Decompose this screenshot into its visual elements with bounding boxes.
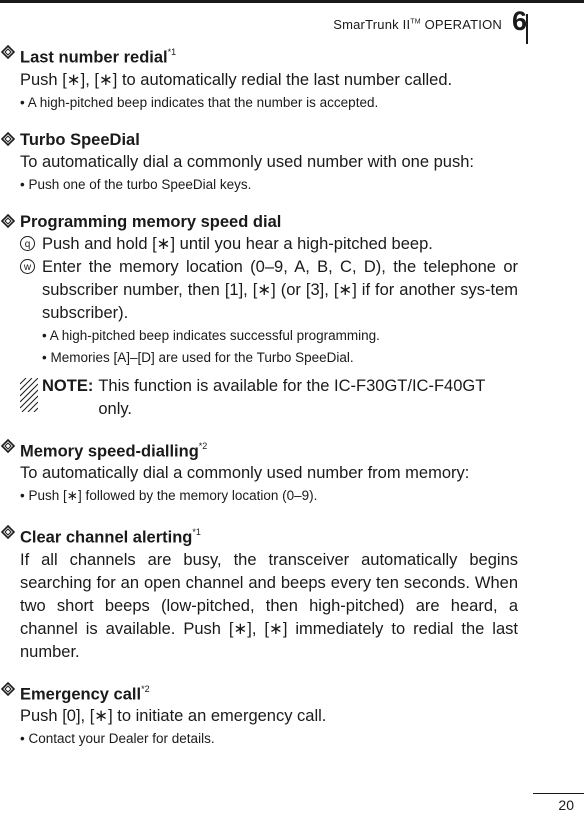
body-text: ] to automatically redial the last number called.	[112, 70, 453, 89]
diamond-bullet-icon	[1, 525, 15, 539]
step-number-icon: w	[20, 259, 35, 274]
bullet-note: • Push [∗] followed by the memory location (0–9).	[20, 488, 318, 503]
header-title: SmarTrunk II	[333, 17, 411, 32]
section-body: If all channels are busy, the transceiver automatically begins searching for an open channel and beeps every ten seconds. When two short beeps (low-pitched, then high-pitched) are heard, a channel is available. Push [∗], [∗] immediately to redial the last number.	[20, 550, 518, 661]
step-text: Enter the memory location (0–9, A, B, C, D), the telephone or subscriber number, then [1], [∗] (or [3], [∗] if for another sys-tem subscriber).	[42, 257, 518, 322]
diamond-bullet-icon	[1, 439, 15, 453]
heading-text: Clear channel alerting	[20, 528, 193, 547]
step-2	[20, 256, 518, 325]
note-text: This function is available for the IC-F30GT/IC-F40GT only.	[98, 376, 486, 418]
section-body	[20, 69, 518, 92]
footnote-mark: *2	[141, 683, 150, 694]
section-heading: Turbo SpeeDial	[20, 130, 140, 149]
section-emergency-call	[0, 679, 518, 751]
section-heading	[20, 42, 518, 69]
footnote-mark: *1	[167, 47, 177, 57]
bullet-note: • Push one of the turbo SpeeDial keys.	[20, 176, 252, 192]
page-number: 20	[558, 797, 574, 813]
star-key: ∗	[66, 70, 81, 89]
heading-text: Last number redial	[20, 48, 168, 67]
footer-rule	[533, 793, 584, 794]
heading-text: Memory speed-dialling	[20, 442, 199, 460]
bullet-note: • Contact your Dealer for details.	[20, 731, 215, 746]
note-box	[20, 375, 518, 421]
diamond-bullet-icon	[1, 45, 15, 59]
trademark-mark: TM	[410, 18, 421, 26]
chapter-number: 6	[511, 6, 527, 36]
diamond-bullet-icon	[1, 682, 15, 696]
section-programming-memory-speed-dial	[0, 211, 518, 421]
section-body: Push [0], [∗] to initiate an emergency call.	[20, 707, 327, 725]
page-content	[0, 42, 584, 765]
step-number-icon: q	[20, 236, 35, 251]
header-suffix: OPERATION	[420, 17, 502, 32]
note-hatch-icon	[20, 378, 38, 412]
running-header	[333, 17, 502, 32]
diamond-bullet-icon	[1, 132, 15, 146]
footnote-mark: *2	[198, 440, 208, 451]
step-bullet-note: • Memories [A]–[D] are used for the Turbo SpeeDial.	[42, 349, 354, 365]
section-clear-channel-alerting	[0, 522, 518, 664]
step-bullet-note: • A high-pitched beep indicates successful programming.	[42, 327, 380, 343]
section-turbo-speedial	[0, 129, 518, 196]
step-1	[20, 233, 518, 256]
body-text: ], [	[80, 70, 99, 89]
body-text: Push [	[20, 70, 67, 89]
step-text: Push and hold [∗] until you hear a high-pitched beep.	[42, 234, 433, 253]
bullet-note: • A high-pitched beep indicates that the number is accepted.	[20, 94, 379, 110]
section-heading	[20, 522, 518, 549]
section-body: To automatically dial a commonly used number with one push:	[20, 152, 474, 171]
diamond-bullet-icon	[1, 214, 15, 228]
section-body: To automatically dial a commonly used number from memory:	[20, 464, 470, 482]
heading-text: Emergency call	[20, 685, 142, 703]
note-row	[42, 375, 518, 421]
section-memory-speed-dialling	[0, 436, 518, 508]
header-rule	[0, 0, 584, 3]
section-heading: Programming memory speed dial	[20, 212, 282, 231]
note-label: NOTE:	[42, 376, 94, 395]
star-key: ∗	[98, 70, 113, 89]
section-last-number-redial	[0, 42, 518, 114]
footnote-mark: *1	[192, 527, 201, 537]
section-heading	[20, 679, 518, 706]
section-heading	[20, 436, 518, 463]
